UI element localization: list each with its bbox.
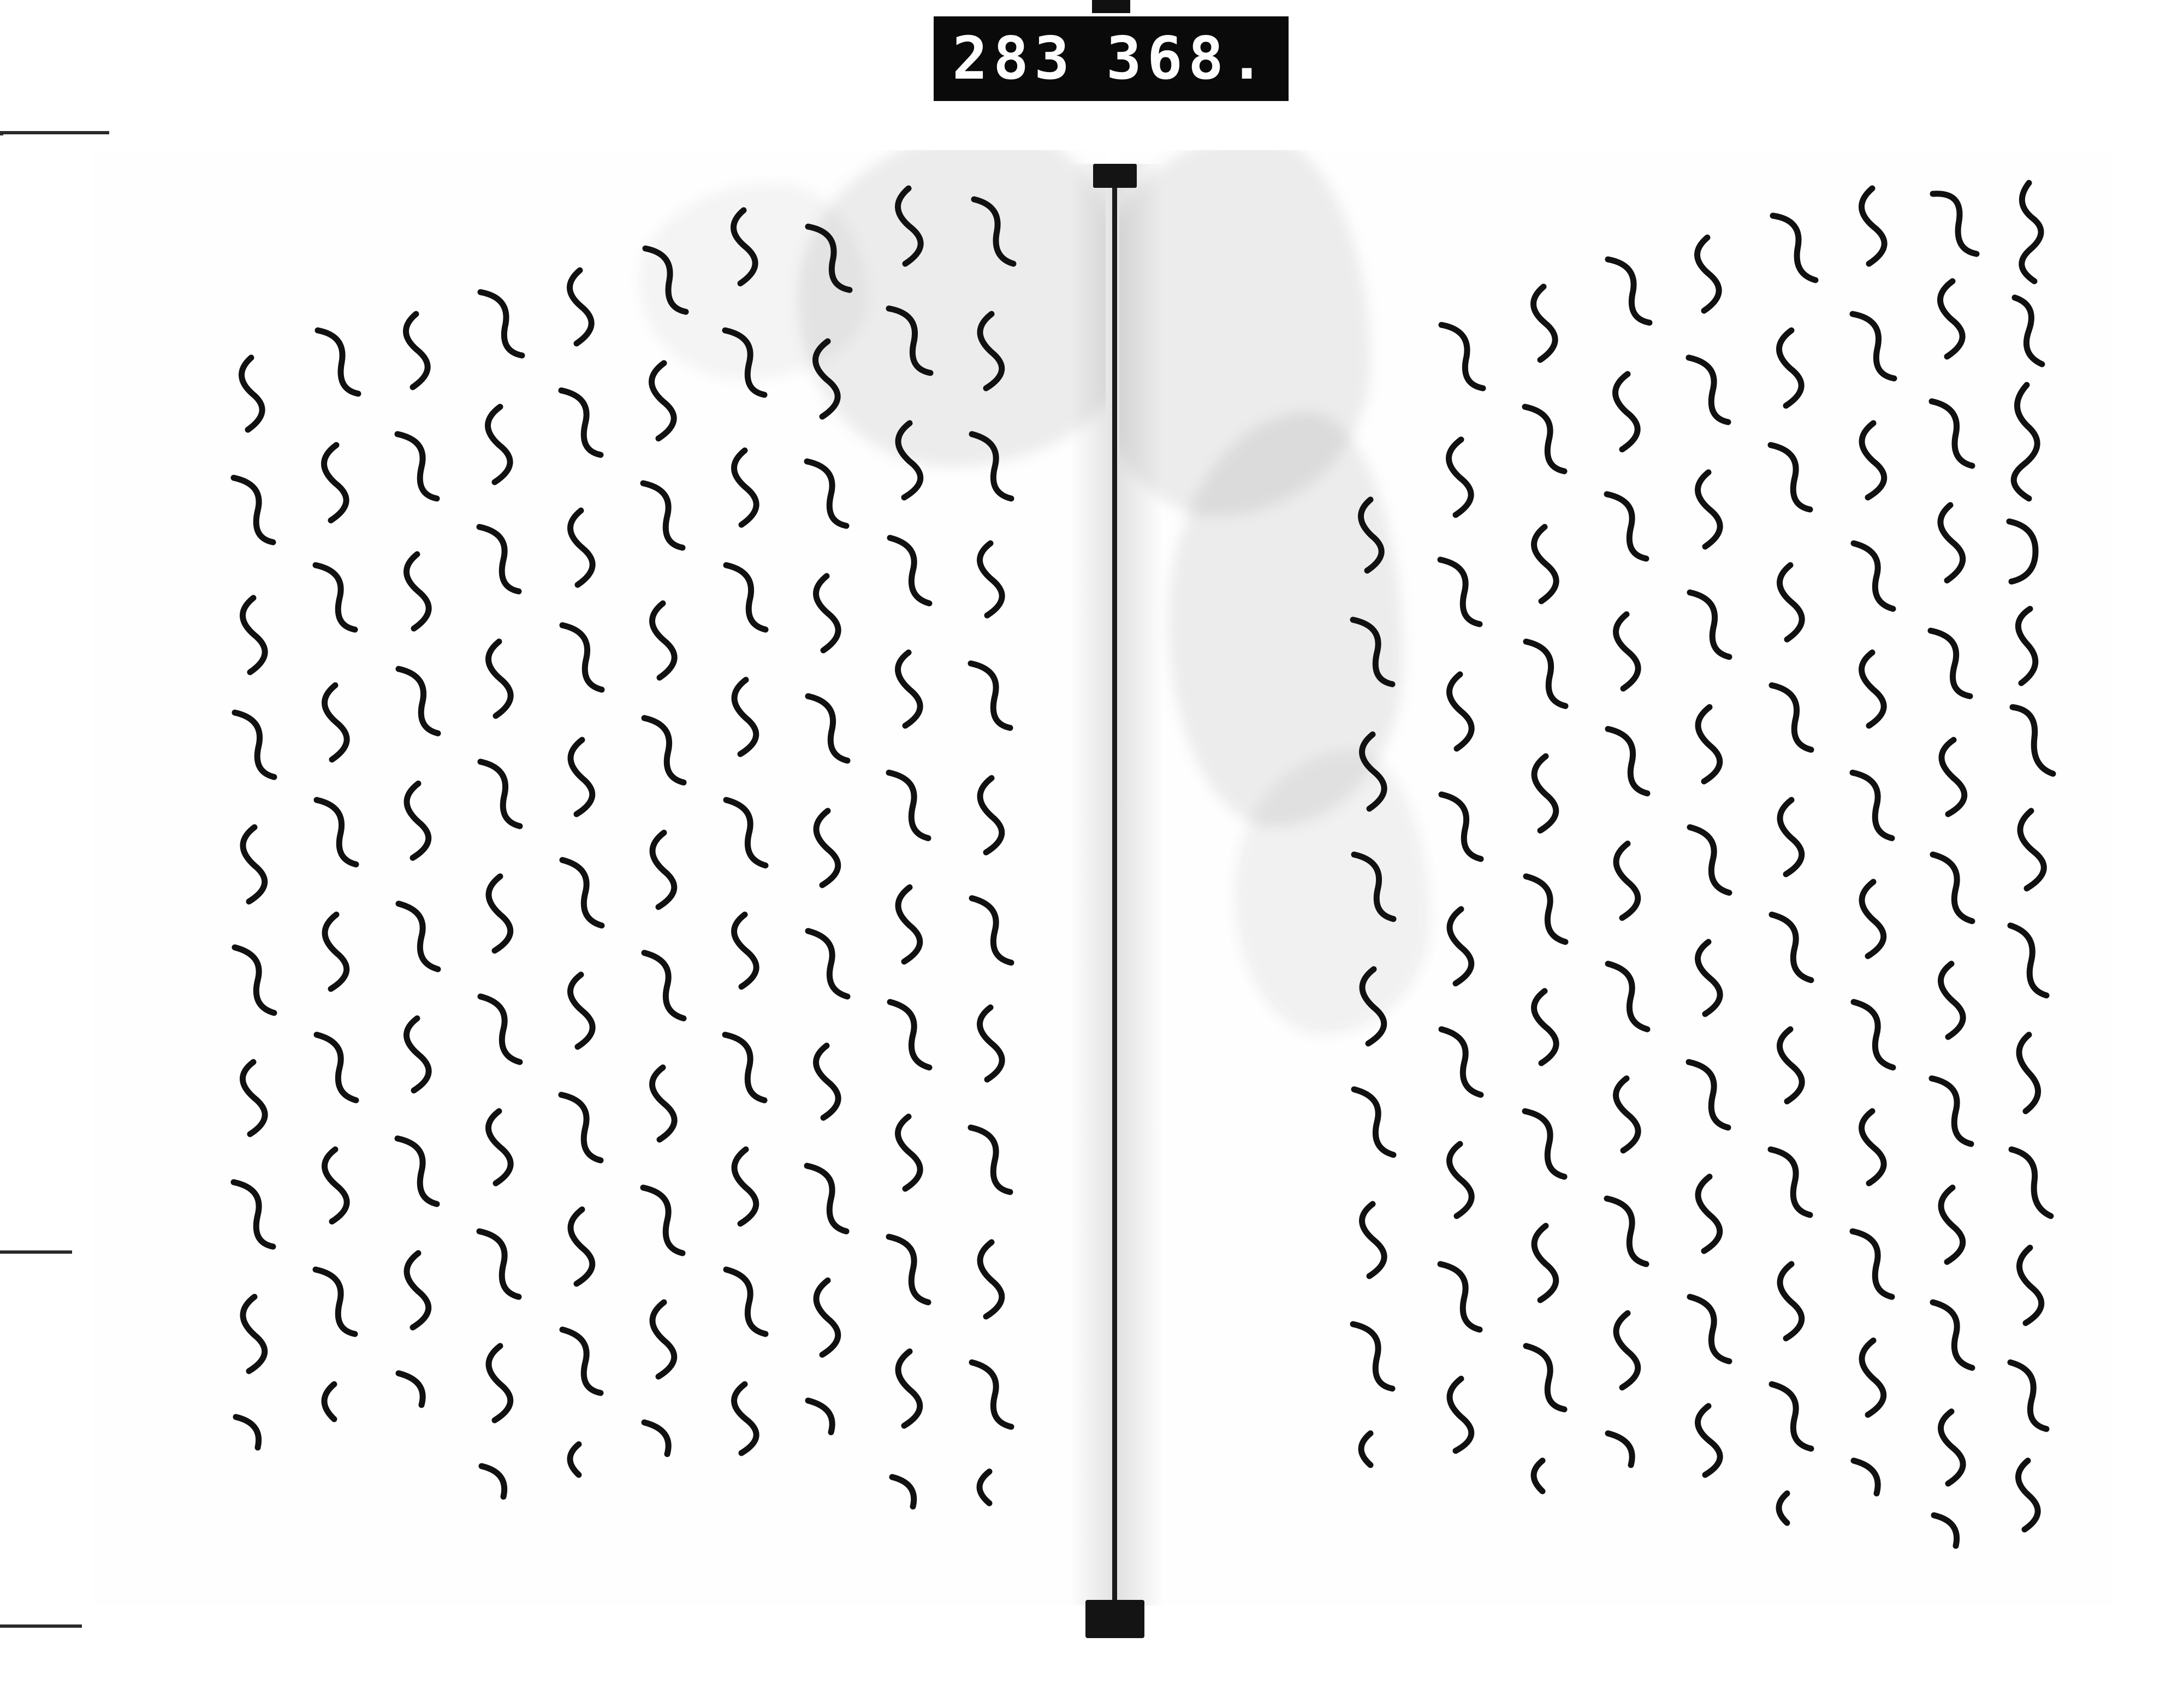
pointer-rod-base — [1085, 1600, 1144, 1638]
text-column — [792, 150, 856, 1605]
text-column — [300, 150, 365, 1605]
frame-counter-left-digits: 283 — [952, 24, 1076, 93]
text-column — [1510, 150, 1574, 1605]
frame-counter — [934, 16, 1289, 101]
pointer-rod-top-clip — [1093, 164, 1137, 188]
film-tick-mark — [1092, 0, 1130, 13]
text-column — [710, 150, 774, 1605]
text-column — [464, 150, 529, 1605]
text-column — [1916, 150, 1981, 1605]
text-column — [1993, 150, 2057, 1605]
text-column — [218, 150, 283, 1605]
text-column — [1425, 150, 1489, 1605]
text-column — [1755, 150, 1820, 1605]
film-registration-mark-left-upper — [0, 132, 3, 135]
text-column — [874, 150, 938, 1605]
text-column — [1673, 150, 1738, 1605]
film-registration-mark-top-left — [0, 131, 109, 134]
text-column — [546, 150, 610, 1605]
pointer-rod — [1112, 164, 1117, 1605]
frame-counter-right-digits: 368. — [1106, 24, 1270, 93]
text-column — [1837, 150, 1902, 1605]
manuscript-page-verso — [93, 150, 1106, 1605]
manuscript-page-recto — [1119, 150, 2113, 1605]
text-column — [1592, 150, 1656, 1605]
text-column — [628, 150, 692, 1605]
film-registration-mark-lower-left — [0, 1624, 82, 1628]
film-registration-mark-mid-left — [0, 1250, 72, 1254]
text-column — [956, 150, 1020, 1605]
text-column — [1338, 150, 1402, 1605]
text-column — [382, 150, 447, 1605]
